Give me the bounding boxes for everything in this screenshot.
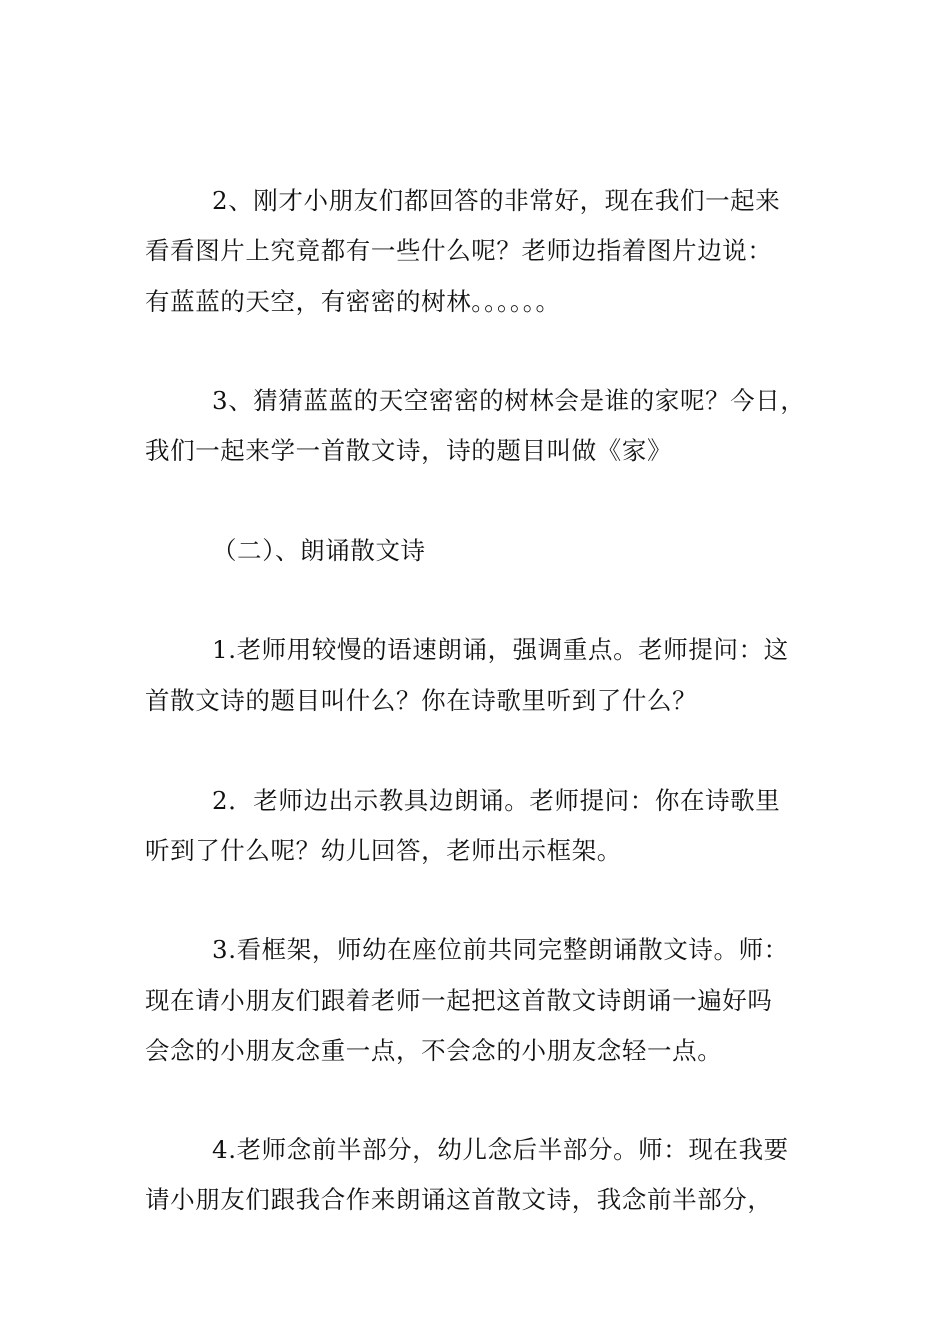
paragraph-5-line-2: 听到了什么呢？幼儿回答，老师出示框架。	[145, 836, 622, 865]
paragraph-6-line-2: 现在请小朋友们跟着老师一起把这首散文诗朗诵一遍好吗	[145, 986, 773, 1015]
paragraph-7-line-1: 4.老师念前半部分，幼儿念后半部分。师：现在我要	[212, 1135, 789, 1164]
paragraph-2-line-1: 3、猜猜蓝蓝的天空密密的树林会是谁的家呢？今日，	[212, 386, 806, 415]
paragraph-1-line-3: 有蓝蓝的天空，有密密的树林。。。。。。	[145, 287, 561, 316]
paragraph-1-line-1: 2、刚才小朋友们都回答的非常好，现在我们一起来	[212, 186, 781, 215]
paragraph-1-line-2: 看看图片上究竟都有一些什么呢？老师边指着图片边说：	[145, 236, 773, 265]
section-heading: （二）、朗诵散文诗	[212, 536, 426, 565]
paragraph-2-line-2: 我们一起来学一首散文诗，诗的题目叫做《家》	[145, 436, 673, 465]
paragraph-6-line-3: 会念的小朋友念重一点，不会念的小朋友念轻一点。	[145, 1036, 723, 1065]
paragraph-7-line-2: 请小朋友们跟我合作来朗诵这首散文诗，我念前半部分，	[145, 1185, 773, 1214]
paragraph-6-line-1: 3.看框架，师幼在座位前共同完整朗诵散文诗。师：	[212, 935, 789, 964]
paragraph-5-line-1: 2．老师边出示教具边朗诵。老师提问：你在诗歌里	[212, 786, 781, 815]
paragraph-4-line-2: 首散文诗的题目叫什么？你在诗歌里听到了什么？	[145, 686, 698, 715]
paragraph-4-line-1: 1.老师用较慢的语速朗诵，强调重点。老师提问：这	[212, 635, 789, 664]
